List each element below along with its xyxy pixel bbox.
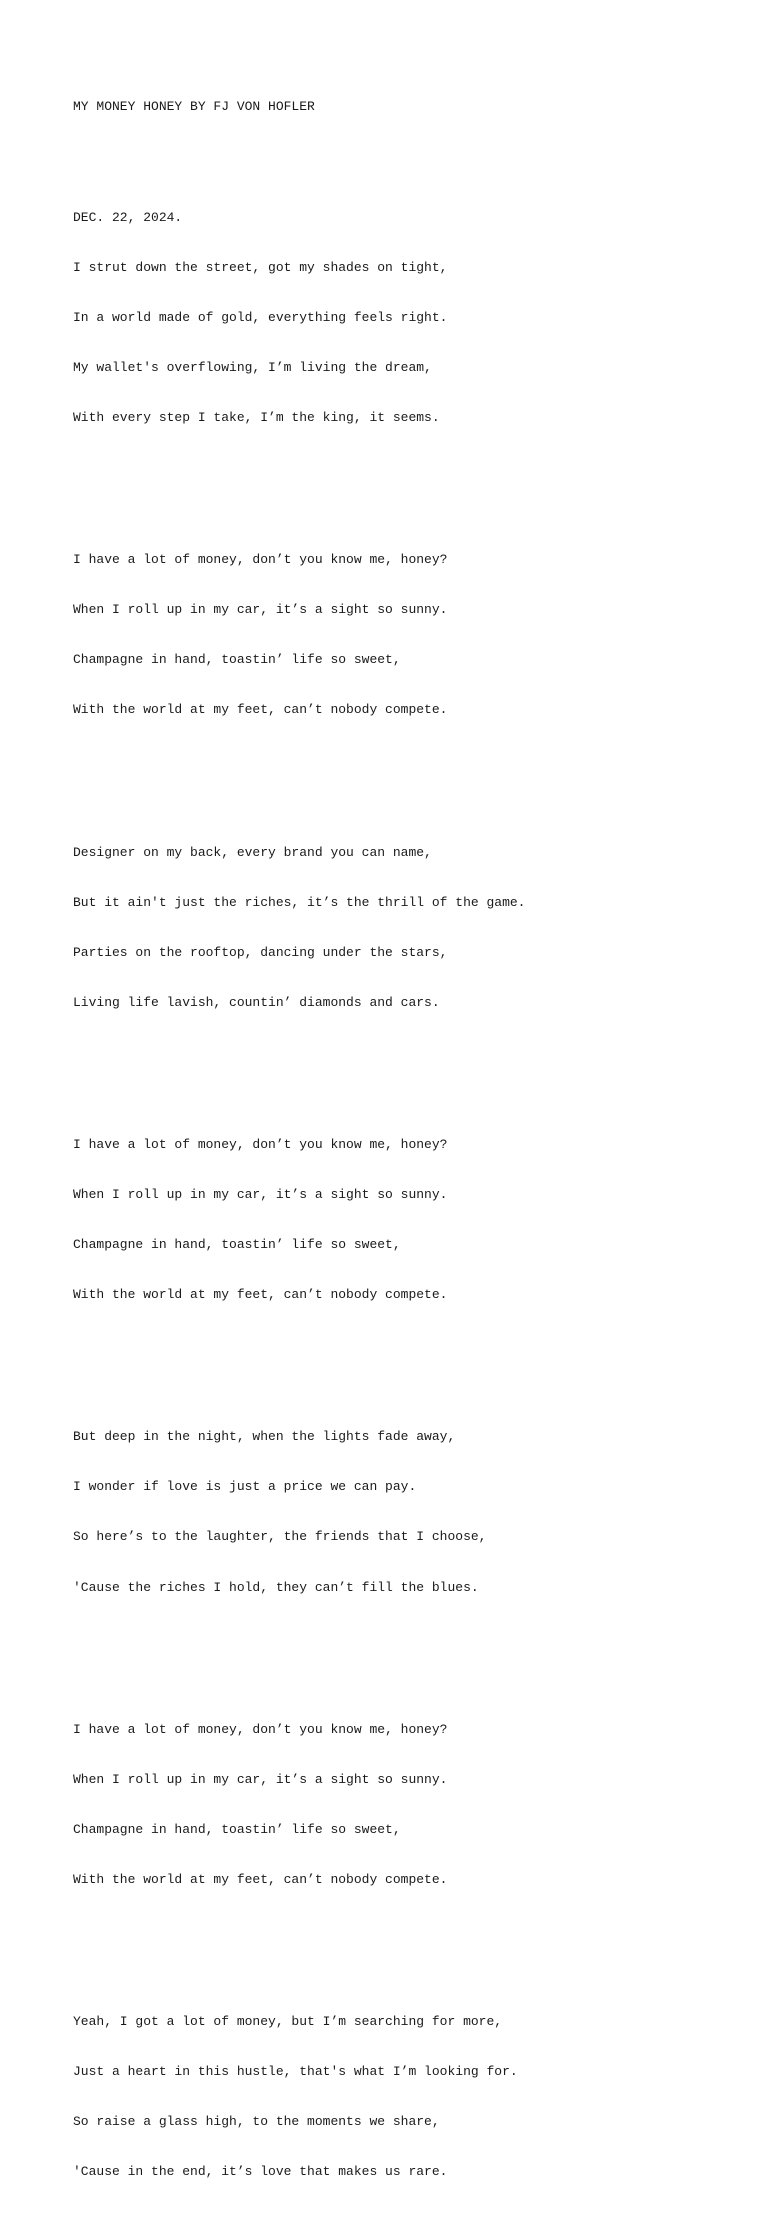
page-title: MY MONEY HONEY BY FJ VON HOFLER bbox=[73, 99, 315, 115]
date-line: DEC. 22, 2024. bbox=[73, 209, 183, 225]
lyric-line: With the world at my feet, can’t nobody compete. bbox=[73, 1287, 448, 1303]
lyric-line: Living life lavish, countin’ diamonds and cars. bbox=[73, 994, 440, 1010]
lyric-line: Yeah, I got a lot of money, but I’m searching for more, bbox=[73, 2014, 503, 2030]
lyric-line: I have a lot of money, don’t you know me, honey? bbox=[73, 552, 448, 568]
stanza bbox=[73, 1981, 743, 2215]
lyric-line: But it ain't just the riches, it’s the thrill of the game. bbox=[73, 894, 526, 910]
lyric-line: 'Cause the riches I hold, they can’t fill the blues. bbox=[73, 1579, 479, 1595]
stanza bbox=[73, 1396, 743, 1630]
lyric-line: I have a lot of money, don’t you know me, honey? bbox=[73, 1721, 448, 1737]
lyric-line: When I roll up in my car, it’s a sight so sunny. bbox=[73, 1771, 448, 1787]
lyric-line: In a world made of gold, everything feels right. bbox=[73, 309, 448, 325]
lyric-line: With the world at my feet, can’t nobody compete. bbox=[73, 702, 448, 718]
lyric-line: Champagne in hand, toastin’ life so sweet, bbox=[73, 1237, 401, 1253]
lyric-line: Champagne in hand, toastin’ life so sweet, bbox=[73, 652, 401, 668]
lyric-line: When I roll up in my car, it’s a sight so sunny. bbox=[73, 602, 448, 618]
lyric-line: With the world at my feet, can’t nobody compete. bbox=[73, 1871, 448, 1887]
lyric-line: So here’s to the laughter, the friends that I choose, bbox=[73, 1529, 487, 1545]
lyric-line: My wallet's overflowing, I’m living the dream, bbox=[73, 359, 432, 375]
document-page bbox=[73, 66, 743, 2240]
lyric-line: 'Cause in the end, it’s love that makes us rare. bbox=[73, 2164, 448, 2180]
lyric-line: When I roll up in my car, it’s a sight so sunny. bbox=[73, 1186, 448, 1202]
lyric-line: Parties on the rooftop, dancing under the stars, bbox=[73, 944, 448, 960]
lyric-line: Just a heart in this hustle, that's what I’m looking for. bbox=[73, 2064, 518, 2080]
lyric-line: Designer on my back, every brand you can name, bbox=[73, 844, 432, 860]
lyric-line: But deep in the night, when the lights fade away, bbox=[73, 1429, 456, 1445]
lyric-line: So raise a glass high, to the moments we share, bbox=[73, 2114, 440, 2130]
stanza bbox=[73, 811, 743, 1045]
lyric-line: I have a lot of money, don’t you know me, honey? bbox=[73, 1136, 448, 1152]
lyric-line: I strut down the street, got my shades on tight, bbox=[73, 259, 448, 275]
stanza bbox=[73, 176, 743, 460]
stanza bbox=[73, 1688, 743, 1922]
stanza bbox=[73, 1103, 743, 1337]
stanza bbox=[73, 519, 743, 753]
lyric-line: With every step I take, I’m the king, it seems. bbox=[73, 410, 440, 425]
lyric-line: I wonder if love is just a price we can pay. bbox=[73, 1479, 417, 1495]
lyric-line: Champagne in hand, toastin’ life so sweet, bbox=[73, 1821, 401, 1837]
